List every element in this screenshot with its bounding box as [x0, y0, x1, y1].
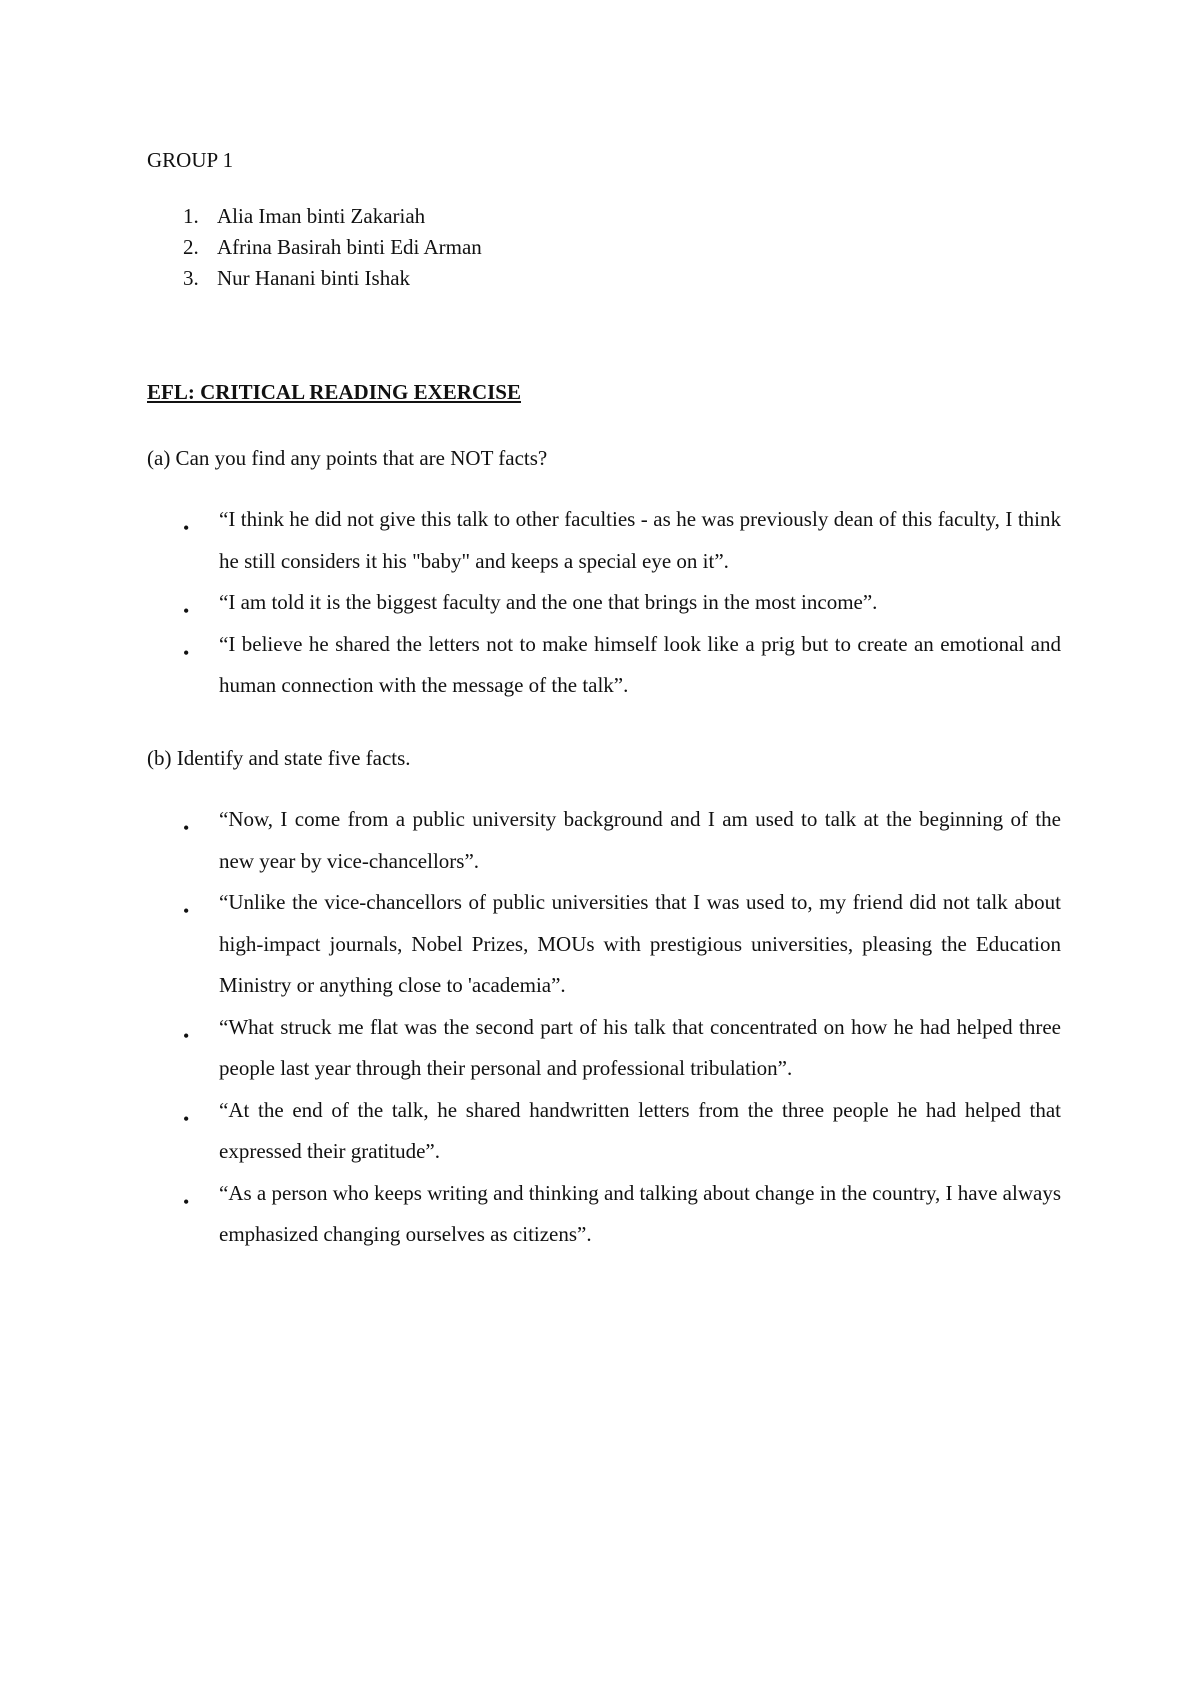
member-name: Afrina Basirah binti Edi Arman: [217, 235, 482, 259]
quote-text: “I believe he shared the letters not to make himself look like a prig but to create an emotional and human connection with the message of the talk”.: [219, 631, 1061, 697]
question-a: (a) Can you find any points that are NOT facts?: [147, 446, 548, 470]
bullet-icon: •: [183, 642, 190, 663]
bullet-icon: •: [183, 1025, 190, 1046]
group-heading: GROUP 1: [147, 148, 234, 172]
member-item: [183, 235, 482, 266]
list-item: [0, 1099, 1061, 1182]
quote-text: “At the end of the talk, he shared handwritten letters from the three people he had helped that expressed their gratitude”.: [219, 1097, 1061, 1163]
quote-text: “What struck me flat was the second part of his talk that concentrated on how he had helped three people last year through their personal and professional tribulation”.: [219, 1014, 1061, 1080]
bullet-icon: •: [183, 518, 190, 538]
bullet-icon: •: [183, 901, 190, 921]
quote-text: “Unlike the vice-chancellors of public universities that I was used to, my friend did not talk about high-impact journals, Nobel Prizes, MOUs with prestigious universities, pleasing the Education Ministry or anything close to 'academia”.: [219, 890, 1061, 997]
bullet-icon: •: [183, 818, 190, 838]
member-list: [183, 204, 482, 297]
list-item: [0, 891, 1061, 1016]
member-item: [183, 266, 482, 297]
quote-text: “I think he did not give this talk to other faculties - as he was previously dean of this faculty, I think he still considers it his "baby" and keeps a special eye on it”.: [219, 507, 1061, 573]
non-facts-list: [0, 508, 1061, 716]
bullet-icon: •: [183, 1191, 190, 1212]
member-name: Alia Iman binti Zakariah: [217, 204, 426, 228]
member-number: 3.: [183, 266, 199, 290]
list-item: [0, 508, 1061, 591]
member-name: Nur Hanani binti Ishak: [217, 266, 411, 290]
bullet-icon: •: [183, 601, 190, 621]
quote-text: “As a person who keeps writing and thinking and talking about change in the country, I have always emphasized changing ourselves as citizens”.: [219, 1180, 1061, 1246]
quote-text: “I am told it is the biggest faculty and the one that brings in the most income”.: [219, 590, 878, 614]
question-b: (b) Identify and state five facts.: [147, 746, 411, 770]
exercise-title: EFL: CRITICAL READING EXERCISE: [147, 380, 521, 404]
member-item: [183, 204, 482, 235]
quote-text: “Now, I come from a public university background and I am used to talk at the beginning of the new year by vice-chancellors”.: [219, 807, 1061, 873]
member-number: 1.: [183, 204, 199, 228]
list-item: [0, 1182, 1061, 1265]
bullet-icon: •: [183, 1108, 190, 1129]
list-item: [0, 1016, 1061, 1099]
member-number: 2.: [183, 235, 199, 259]
facts-list: [0, 808, 1061, 1265]
list-item: [0, 633, 1061, 716]
list-item: [0, 808, 1061, 891]
